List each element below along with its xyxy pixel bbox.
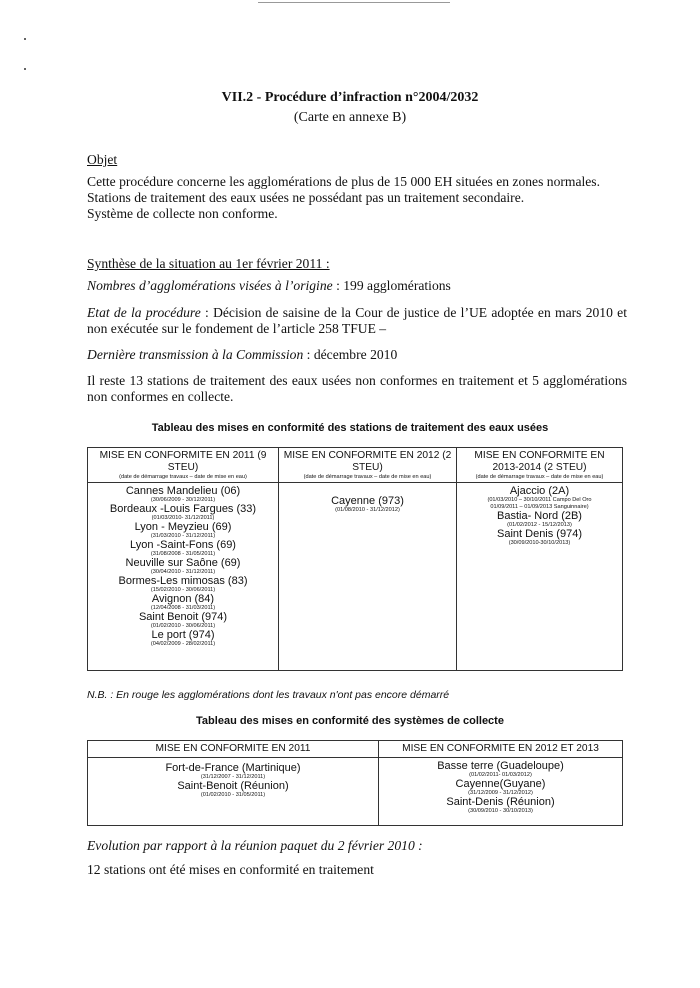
agglomeration-dates: (30/09/2010 - 30/10/2013) — [468, 808, 533, 814]
section-subtitle: (Carte en annexe B) — [293, 110, 407, 125]
table1-header-2013-2014 — [457, 448, 623, 483]
station-dates: (12/04/2008 - 31/03/2011) — [150, 605, 216, 611]
table1-col-2012 — [279, 483, 457, 671]
table2-body-row — [88, 758, 623, 826]
objet-line-2: Stations de traitement des eaux usées ne possédant pas un traitement secondaire. — [87, 190, 525, 205]
reste-paragraph: Il reste 13 stations de traitement des eaux usées non conformes en traitement et 5 agglomérations non conformes en collecte. — [87, 373, 627, 404]
nombres-line — [87, 278, 627, 294]
table1-body-row — [88, 483, 623, 671]
station-name: Saint Benoit (974) — [138, 611, 228, 623]
table1-title: Tableau des mises en conformité des stations de traitement des eaux usées — [151, 422, 549, 434]
station-name: Saint Denis (974) — [497, 528, 582, 540]
margin-mark — [24, 68, 26, 70]
station-dates: (01/03/2010- 31/12/2011) — [151, 515, 215, 521]
station-dates: (04/02/2009 - 28/02/2011) — [150, 641, 216, 647]
station-dates: (01/02/2012 - 15/12/2013) — [507, 522, 572, 528]
evolution-text: 12 stations ont été mises en conformité en traitement — [87, 862, 374, 877]
station-name: Le port (974) — [151, 629, 215, 641]
table1-header-2011 — [88, 448, 279, 483]
header-label: MISE EN CONFORMITE EN 2012 (2 STEU) — [283, 450, 452, 473]
objet-line-3: Système de collecte non conforme. — [87, 206, 278, 221]
table2-header-2011: MISE EN CONFORMITE EN 2011 — [88, 741, 379, 758]
table2-header-2012-2013: MISE EN CONFORMITE EN 2012 ET 2013 — [379, 741, 623, 758]
header-sub: (date de démarrage travaux – date de mise en eau) — [475, 474, 604, 480]
objet-heading: Objet — [87, 152, 118, 167]
agglomeration-dates: (01/02/2011- 01/03/2012) — [469, 772, 532, 778]
station-dates: (31/03/2010 - 31/12/2011) — [150, 533, 216, 539]
top-rule — [258, 2, 450, 3]
synthese-heading: Synthèse de la situation au 1er février 2011 : — [87, 256, 330, 271]
station-dates: (30/06/2009 - 30/12/2011) — [150, 497, 216, 503]
table2-title: Tableau des mises en conformité des systèmes de collecte — [196, 715, 504, 727]
station-dates: (01/08/2010 - 31/12/2012) — [335, 507, 400, 513]
header-label: MISE EN CONFORMITE EN 2011 (9 STEU) — [99, 450, 267, 473]
etat-line — [87, 305, 627, 337]
agglomeration-name: Saint-Denis (Réunion) — [446, 796, 555, 808]
table1-col-2013-2014 — [457, 483, 623, 671]
header-label: MISE EN CONFORMITE EN 2013-2014 (2 STEU) — [474, 450, 605, 473]
table1-col-2011 — [88, 483, 279, 671]
agglomeration-name: Fort-de-France (Martinique) — [165, 762, 301, 774]
station-dates: (31/08/2008 - 31/05/2011) — [150, 551, 216, 557]
agglomeration-dates: (01/02/2010 - 31/05/2011) — [200, 792, 266, 798]
table-collecte — [87, 740, 623, 826]
station-name: Cayenne (973) — [331, 495, 404, 507]
table2-header-row — [88, 741, 623, 758]
table1-header-2012 — [279, 448, 457, 483]
station-dates: (30/09/2010-30/10/2013) — [508, 540, 571, 546]
agglomeration-name: Saint-Benoit (Réunion) — [177, 780, 289, 792]
transmission-line — [87, 347, 627, 363]
agglomeration-name: Cayenne(Guyane) — [455, 778, 546, 790]
agglomeration-name: Basse terre (Guadeloupe) — [437, 760, 564, 772]
objet-line-1: Cette procédure concerne les agglomérations de plus de 15 000 EH situées en zones normales. — [87, 174, 600, 189]
station-dates: (30/04/2010 - 31/12/2011) — [150, 569, 216, 575]
station-name: Lyon -Saint-Fons (69) — [130, 539, 236, 551]
header-sub: (date de démarrage travaux – date de mise en eau) — [303, 474, 432, 480]
nombres-value: : 199 agglomérations — [332, 278, 451, 293]
station-name: Cannes Mandelieu (06) — [125, 485, 241, 497]
station-dates: (01/03/2010 – 30/10/2011 Campo Del Oro — [487, 497, 592, 503]
table-steu — [87, 447, 623, 671]
station-dates: (15/02/2010 - 30/06/2011) — [150, 587, 216, 593]
transmission-label: Dernière transmission à la Commission — [87, 347, 304, 362]
station-name: Lyon - Meyzieu (69) — [134, 521, 232, 533]
table1-header-row — [88, 448, 623, 483]
station-name: Ajaccio (2A) — [509, 485, 570, 497]
nombres-label: Nombres d’agglomérations visées à l’origine — [87, 278, 333, 293]
nb-note: N.B. : En rouge les agglomérations dont les travaux n'ont pas encore démarré — [87, 689, 450, 701]
transmission-value: : décembre 2010 — [303, 347, 398, 362]
station-name: Bormes-Les mimosas (83) — [118, 575, 248, 587]
etat-value: : Décision de saisine de la Cour de justice de l’UE adoptée en mars 2010 et non exécutée sur le fondement de l’article 258 TFUE – — [87, 305, 627, 336]
etat-label: Etat de la procédure — [87, 305, 201, 320]
station-name: Avignon (84) — [151, 593, 215, 605]
station-name: Bastia- Nord (2B) — [497, 510, 582, 522]
table2-col-2012-2013 — [379, 758, 623, 826]
evolution-heading: Evolution par rapport à la réunion paquet du 2 février 2010 : — [87, 838, 423, 853]
station-name: Bordeaux -Louis Fargues (33) — [109, 503, 257, 515]
agglomeration-dates: (31/12/2007 - 31/12/2011) — [200, 774, 266, 780]
section-title: VII.2 - Procédure d’infraction n°2004/2032 — [221, 90, 479, 105]
agglomeration-dates: (31/12/2009 - 31/12/2012) — [468, 790, 533, 796]
station-dates: 01/09/2011 – 01/09/2013 Sanguinnaire) — [490, 504, 589, 510]
margin-mark — [24, 38, 26, 40]
station-name: Neuville sur Saône (69) — [125, 557, 241, 569]
station-dates: (01/02/2010 - 30/06/2011) — [150, 623, 216, 629]
header-sub: (date de démarrage travaux – date de mise en eau) — [119, 474, 247, 480]
table2-col-2011 — [88, 758, 379, 826]
